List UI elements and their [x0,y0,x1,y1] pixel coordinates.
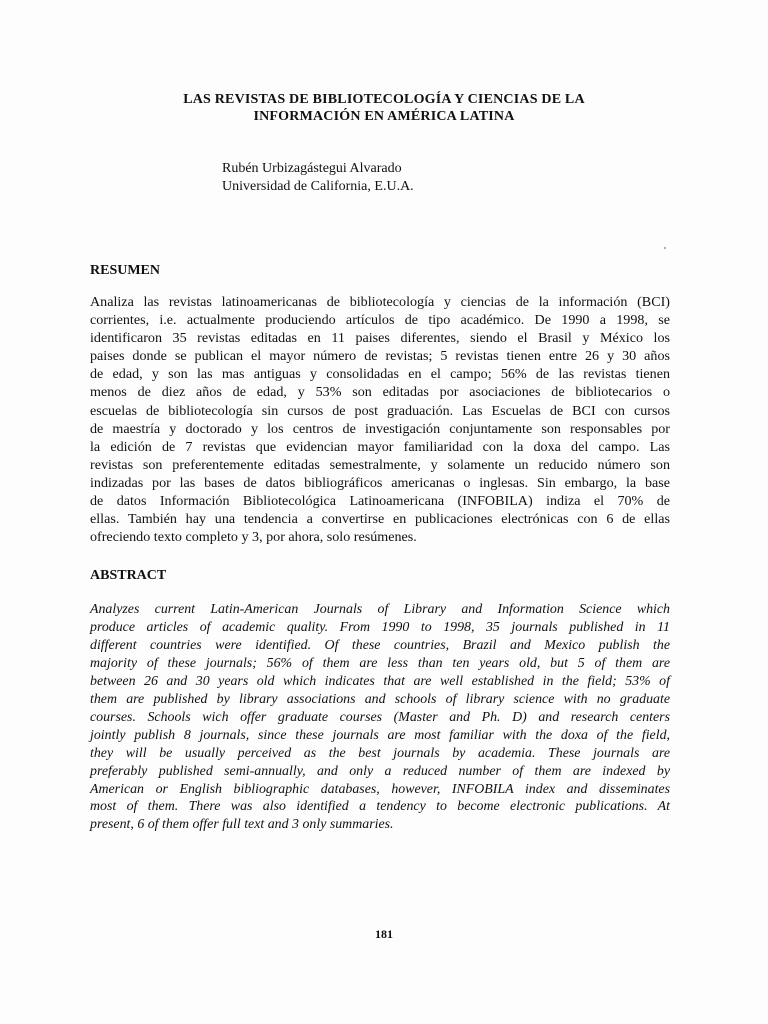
abstract-paragraph [90,601,670,834]
resumen-line: de maestría y doctorado y los centros de investigación conjuntamente son responsables por [90,420,670,437]
abstract-heading: ABSTRACT [90,568,167,583]
resumen-heading: RESUMEN [90,263,161,278]
author-name: Rubén Urbizagástegui Alvarado [222,161,402,176]
resumen-line: indizadas por las bases de datos bibliográficos americanas o inglesas. Sin embargo, la base [90,474,670,491]
abstract-line: majority of these journals; 56% of them are less than ten years old, but 5 of them are [90,655,670,671]
resumen-line: escuelas de bibliotecología sin cursos de post graduación. Las Escuelas de BCI con cursos [90,402,670,419]
resumen-line: ellas. También hay una tendencia a convertirse en publicaciones electrónicas con 6 de ellas [90,511,670,528]
abstract-line: between 26 and 30 years old which indicates that are well established in the field; 53% of [90,673,670,689]
author-affiliation: Universidad de California, E.U.A. [222,179,414,194]
abstract-line: them are published by library associations and schools of library science with no graduate [90,691,670,707]
abstract-line: different countries were identified. Of these countries, Brazil and Mexico publish the [90,637,670,653]
paper-title-line-1: LAS REVISTAS DE BIBLIOTECOLOGÍA Y CIENCIAS DE LA [183,92,585,107]
resumen-line: de datos Información Bibliotecológica Latinoamericana (INFOBILA) indiza el 70% de [90,493,670,510]
resumen-line: corrientes, i.e. actualmente produciendo artículos de tipo académico. De 1990 a 1998, se [90,312,670,329]
resumen-line: revistas son preferentemente editadas semestralmente, y solamente un reducido número son [90,456,670,473]
abstract-line: they will be usually perceived as the best journals by academia. These journals are [90,745,670,761]
resumen-line: identificaron 35 revistas editadas en 11 paises diferentes, siendo el Brasil y México los [90,330,670,347]
resumen-line: menos de diez años de edad, y 53% son editadas por asociaciones de bibliotecarios o [90,384,670,401]
abstract-line: preferably published semi-annually, and only a reduced number of them are indexed by [90,763,670,779]
resumen-line: Analiza las revistas latinoamericanas de bibliotecología y ciencias de la información (BCI) [90,294,670,310]
abstract-line: present, 6 of them offer full text and 3 only summaries. [90,817,394,833]
resumen-line: la edición de 7 revistas que evidencian mayor familiaridad con la doxa del campo. Las [90,438,670,455]
resumen-line: paises donde se publican el mayor número de revistas; 5 revistas tienen entre 26 y 30 años [90,348,670,365]
abstract-line: Analyzes current Latin-American Journals of Library and Information Science which [90,602,670,617]
paper-title-line-2: INFORMACIÓN EN AMÉRICA LATINA [253,109,515,124]
paper-title [90,91,678,125]
abstract-line: jointly publish 8 journals, since these journals are most familiar with the doxa of the field, [90,727,670,743]
resumen-line: ofreciendo texto completo y 3, por ahora, solo resúmenes. [90,529,417,546]
resumen-line: de edad, y son las mas antiguas y consolidadas en el campo; 56% de las revistas tienen [90,366,670,383]
page-number: 181 [375,927,393,941]
author-block [222,160,414,196]
abstract-line: most of them. There was also identified a tendency to become electronic publications. At [90,799,670,815]
scan-speck [664,247,666,249]
abstract-line: American or English bibliographic databases, however, INFOBILA index and disseminates [90,781,670,797]
resumen-paragraph [90,293,670,546]
abstract-line: courses. Schools wich offer graduate courses (Master and Ph. D) and research centers [90,709,670,725]
abstract-line: produce articles of academic quality. From 1990 to 1998, 35 journals published in 11 [90,619,670,635]
